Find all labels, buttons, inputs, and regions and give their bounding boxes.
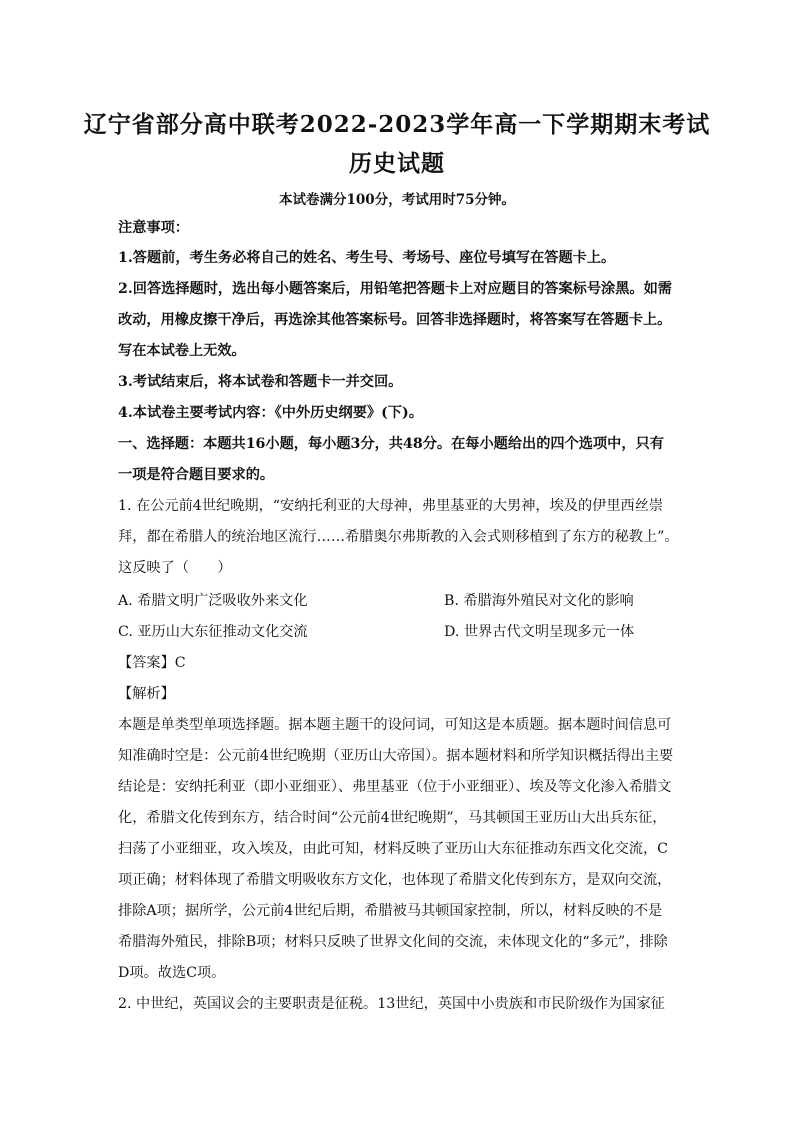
q1-stem-line2: 拜，都在希腊人的统治地区流行……希腊奥尔弗斯教的入会式则移植到了东方的秘教上”。	[118, 529, 679, 545]
q1-analysis-line9: D项。故选C项。	[118, 965, 226, 981]
q1-analysis-line6: 项正确；材料体现了希腊文明吸收东方文化，也体现了希腊文化传到东方，是双向交流，	[118, 872, 672, 888]
q1-analysis-line5: 扫荡了小亚细亚，攻入埃及，由此可知，材料反映了亚历山大东征推动东西文化交流，C	[118, 841, 668, 857]
q1-stem-line1: 1. 在公元前4世纪晚期，“安纳托利亚的大母神，弗里基亚的大男神，埃及的伊里西丝崇	[118, 498, 664, 514]
note-2-line2: 改动，用橡皮擦干净后，再选涂其他答案标号。回答非选择题时，将答案写在答题卡上。	[118, 312, 672, 328]
q1-analysis-line7: 排除A项；据所学，公元前4世纪后期，希腊被马其顿国家控制，所以，材料反映的不是	[118, 903, 663, 919]
section-heading-line1: 一、选择题：本题共16小题，每小题3分，共48分。在每小题给出的四个选项中，只有	[118, 436, 664, 452]
q1-option-d: D. 世界古代文明呈现多元一体	[444, 624, 635, 640]
q1-option-a: A. 希腊文明广泛吸收外来文化	[118, 593, 308, 609]
q1-analysis-line8: 希腊海外殖民，排除B项；材料只反映了世界文化间的交流，未体现文化的“多元”，排除	[118, 934, 668, 950]
note-3: 3.考试结束后，将本试卷和答题卡一并交回。	[118, 374, 403, 390]
exam-subject-title: 历史试题	[349, 150, 445, 177]
q1-stem-line3: 这反映了（ ）	[118, 560, 232, 576]
notes-heading: 注意事项：	[118, 220, 189, 236]
note-2-line3: 写在本试卷上无效。	[118, 343, 246, 359]
q1-option-c: C. 亚历山大东征推动文化交流	[118, 624, 308, 640]
q2-stem-line1: 2. 中世纪，英国议会的主要职责是征税。13世纪，英国中小贵族和市民阶级作为国家征	[118, 996, 665, 1012]
q1-analysis-line3: 结论是：安纳托利亚（即小亚细亚）、弗里基亚（位于小亚细亚）、埃及等文化渗入希腊文	[118, 779, 672, 795]
q1-answer: 【答案】C	[118, 655, 186, 671]
exam-title: 辽宁省部分高中联考2022-2023学年高一下学期期末考试	[83, 111, 711, 138]
q1-analysis-line4: 化，希腊文化传到东方，结合时间“公元前4世纪晚期”，马其顿国王亚历山大出兵东征，	[118, 810, 667, 826]
q1-option-b: B. 希腊海外殖民对文化的影响	[444, 593, 634, 609]
section-heading-line2: 一项是符合题目要求的。	[118, 467, 275, 483]
exam-info: 本试卷满分100分，考试用时75分钟。	[279, 192, 515, 208]
note-2-line1: 2.回答选择题时，选出每小题答案后，用铅笔把答题卡上对应题目的答案标号涂黑。如需	[118, 281, 672, 297]
q1-analysis-line1: 本题是单类型单项选择题。据本题主题干的设问词，可知这是本质题。据本题时间信息可	[118, 717, 672, 733]
q1-analysis-heading: 【解析】	[118, 686, 175, 702]
note-1: 1.答题前，考生务必将自己的姓名、考生号、考场号、座位号填写在答题卡上。	[118, 250, 616, 266]
q1-analysis-line2: 知准确时空是：公元前4世纪晚期（亚历山大帝国）。据本题材料和所学知识概括得出主要	[118, 748, 674, 764]
note-4: 4.本试卷主要考试内容：《中外历史纲要》(下)。	[118, 405, 423, 421]
